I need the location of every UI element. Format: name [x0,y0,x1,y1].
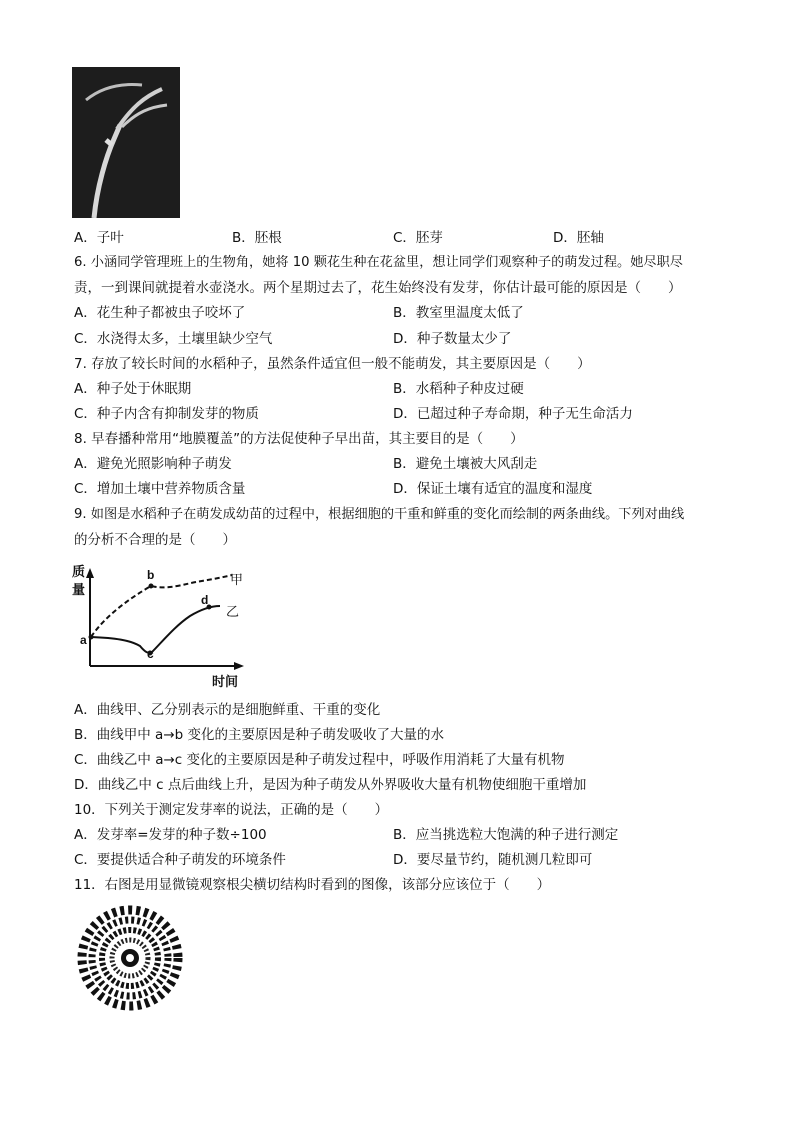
q5-option-a: A．子叶 [74,230,124,246]
curve-yi-label: 乙 [226,604,240,619]
q9-option-b: B．曲线甲中 a→b 变化的主要原因是种子萌发吸收了大量的水 [74,727,444,743]
q9-stem-line2: 的分析不合理的是（ ） [74,532,236,548]
q10-option-a: A．发芽率=发芽的种子数÷100 [74,827,267,843]
q9-stem-line1: 9. 如图是水稻种子在萌发成幼苗的过程中，根据细胞的干重和鲜重的变化而绘制的两条曲线。下列对曲线 [74,507,685,522]
q6-stem-line1: 6. 小涵同学管理班上的生物角，她将 10 颗花生种在花盆里，想让同学们观察种子的萌发过程。她尽职尽 [74,255,683,270]
q6-option-a: A．花生种子都被虫子咬坏了 [74,305,246,321]
q10-stem: 10．下列关于测定发芽率的说法，正确的是（ ） [74,802,389,818]
point-c-label: c [147,647,154,661]
q7-option-a: A．种子处于休眠期 [74,381,192,397]
q9-option-c: C．曲线乙中 a→c 变化的主要原因是种子萌发过程中，呼吸作用消耗了大量有机物 [74,752,565,768]
q6-stem-line2: 责，一到课间就提着水壶浇水。两个星期过去了，花生始终没有发芽，你估计最可能的原因是（ ） [74,280,682,296]
graph-ylabel-1: 质 [72,564,86,579]
q7-option-d: D．已超过种子寿命期，种子无生命活力 [393,406,633,422]
q5-option-d: D．胚轴 [553,230,604,246]
q8-option-d: D．保证土壤有适宜的温度和湿度 [393,481,593,497]
q10-option-d: D．要尽量节约，随机测几粒即可 [393,852,593,868]
point-a-label: a [80,633,87,647]
graph-xlabel: 时间 [212,674,239,689]
q6-option-b: B．教室里温度太低了 [393,305,524,321]
graph-x-arrow [234,662,244,670]
curve-yi [91,606,220,653]
point-b-label: b [147,568,155,582]
q10-option-c: C．要提供适合种子萌发的环境条件 [74,852,286,868]
q5-option-c: C．胚芽 [393,230,443,246]
q6-option-c: C．水浇得太多，土壤里缺少空气 [74,331,273,347]
point-d-label: d [201,593,209,607]
graph-ylabel-2: 量 [72,582,86,597]
graph-y-arrow [86,568,94,578]
q7-option-b: B．水稻种子种皮过硬 [393,381,524,397]
q8-stem: 8. 早春播种常用“地膜覆盖”的方法促使种子早出苗，其主要目的是（ ） [74,431,524,447]
seedling-photo [72,67,180,218]
q5-option-b: B．胚根 [232,230,282,246]
q10-option-b: B．应当挑选粒大饱满的种子进行测定 [393,827,619,843]
q8-option-c: C．增加土壤中营养物质含量 [74,481,246,497]
q9-option-d: D．曲线乙中 c 点后曲线上升，是因为种子萌发从外界吸收大量有机物使细胞干重增加 [74,777,587,793]
q8-option-b: B．避免土壤被大风刮走 [393,456,538,472]
curve-jia-label: 甲 [230,572,244,587]
q6-option-d: D．种子数量太少了 [393,331,512,347]
q9-option-a: A．曲线甲、乙分别表示的是细胞鲜重、干重的变化 [74,702,381,718]
point-b-dot [149,584,154,589]
q7-option-c: C．种子内含有抑制发芽的物质 [74,406,259,422]
root-cross-section-image [72,900,188,1016]
q7-stem: 7. 存放了较长时间的水稻种子，虽然条件适宜但一般不能萌发，其主要原因是（ ） [74,356,591,372]
q11-stem: 11．右图是用显微镜观察根尖横切结构时看到的图像，该部分应该位于（ ） [74,877,551,893]
mass-time-graph [70,558,250,690]
q8-option-a: A．避免光照影响种子萌发 [74,456,232,472]
point-a-dot [89,635,94,640]
